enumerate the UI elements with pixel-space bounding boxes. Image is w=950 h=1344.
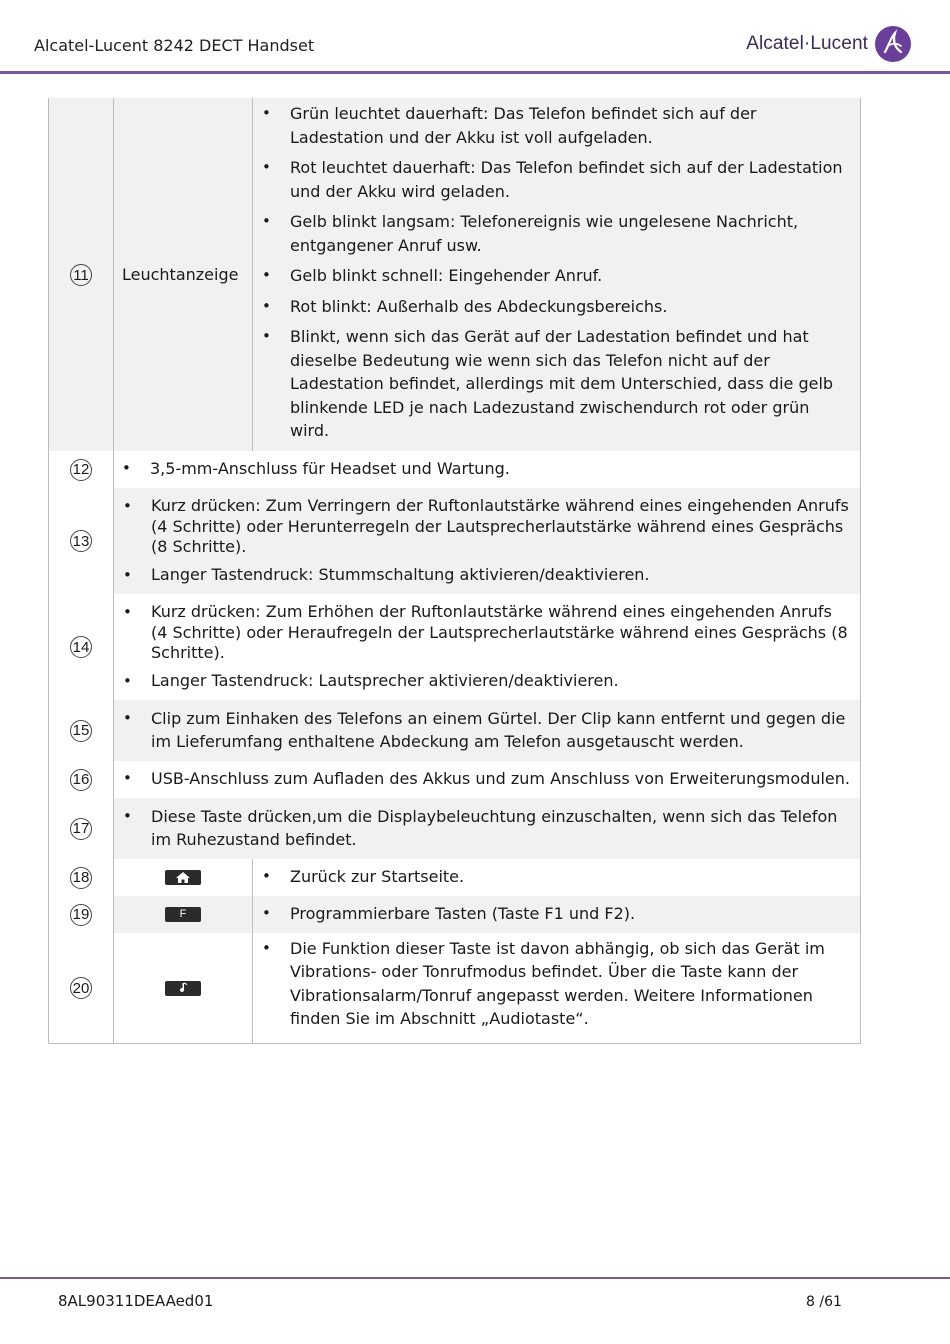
table-row: [49, 488, 861, 594]
table-row: [49, 798, 861, 859]
row-number-cell: [49, 488, 114, 594]
row-number-cell: [49, 98, 114, 451]
bullet-list: [113, 457, 860, 481]
bullet-list: [114, 496, 852, 585]
row-number-cell: [49, 761, 114, 798]
row-number: 11: [70, 264, 92, 286]
row-number: 14: [70, 636, 92, 658]
row-label: Leuchtanzeige: [114, 98, 253, 451]
brand-logo: [746, 25, 912, 63]
list-item: • Zurück zur Startseite.: [253, 865, 860, 889]
bullet-list: [253, 902, 860, 926]
page-number: 8 /61: [806, 1294, 842, 1310]
row-number: 16: [70, 769, 92, 791]
list-item: • Gelb blinkt langsam: Telefonereignis wie ungelesene Nachricht, entgangener Anruf usw.: [253, 210, 852, 257]
table-row: [49, 896, 861, 933]
row-number: 20: [70, 977, 92, 999]
list-item: • Blinkt, wenn sich das Gerät auf der Ladestation befindet und hat dieselbe Bedeutung wie wenn sich das Telefon nicht auf der Ladestation befindet, allerdings mit dem Unterschied, dass die gelb blinkende LED je nach Ladezustand zwischendurch rot oder grün wird.: [253, 325, 852, 443]
footer-divider: [0, 1277, 950, 1279]
table-row: [49, 594, 861, 700]
bullet-list: [114, 767, 860, 791]
row-description: [114, 798, 861, 859]
row-number-cell: [49, 594, 114, 700]
row-description: [253, 896, 861, 933]
row-number-cell: [49, 933, 114, 1044]
list-item: • Rot blinkt: Außerhalb des Abdeckungsbereichs.: [253, 295, 852, 319]
bullet-list: [114, 805, 852, 852]
audio-key-icon: [165, 981, 201, 996]
table-row: [49, 98, 861, 451]
list-item: • Rot leuchtet dauerhaft: Das Telefon befindet sich auf der Ladestation und der Akku wird geladen.: [253, 156, 852, 203]
row-number: 18: [70, 867, 92, 889]
row-number-cell: [49, 859, 114, 896]
list-item: • Clip zum Einhaken des Telefons an einem Gürtel. Der Clip kann entfernt und gegen die im Lieferumfang enthaltene Abdeckung am Telefon ausgetauscht werden.: [114, 707, 852, 754]
row-description: [114, 594, 861, 700]
row-number-cell: [49, 451, 114, 488]
row-key-cell: [114, 859, 253, 896]
row-key-cell: [114, 896, 253, 933]
bullet-list: [253, 102, 852, 443]
list-item: • Langer Tastendruck: Stummschaltung aktivieren/deaktivieren.: [114, 565, 852, 586]
list-item: • Diese Taste drücken,um die Displaybeleuchtung einzuschalten, wenn sich das Telefon im Ruhezustand befindet.: [114, 805, 852, 852]
row-number: 15: [70, 720, 92, 742]
row-number: 13: [70, 530, 92, 552]
row-description: [114, 761, 861, 798]
document-title: Alcatel-Lucent 8242 DECT Handset: [34, 36, 315, 55]
list-item: • USB-Anschluss zum Aufladen des Akkus und zum Anschluss von Erweiterungsmodulen.: [114, 767, 860, 791]
list-item: • Kurz drücken: Zum Verringern der Ruftonlautstärke während eines eingehenden Anrufs (4 Schritte) oder Herunterregeln der Lautsprecherlautstärke während eines Gesprächs (8 Schritte).: [114, 496, 852, 558]
row-number: 12: [70, 459, 92, 481]
row-number-cell: [49, 700, 114, 761]
table-row: [49, 700, 861, 761]
list-item: • Grün leuchtet dauerhaft: Das Telefon befindet sich auf der Ladestation und der Akku ist voll aufgeladen.: [253, 102, 852, 149]
list-item: • Die Funktion dieser Taste ist davon abhängig, ob sich das Gerät im Vibrations- oder Tonrufmodus befindet. Über die Taste kann der Vibrationsalarm/Tonruf angepasst werden. Weitere Informationen finden Sie im Abschnitt „Audiotaste“.: [253, 937, 852, 1031]
feature-table: [48, 98, 861, 1044]
row-description: [114, 451, 861, 488]
table-row: [49, 451, 861, 488]
bullet-list: [253, 865, 860, 889]
list-item: • Langer Tastendruck: Lautsprecher aktivieren/deaktivieren.: [114, 671, 852, 692]
row-number-cell: [49, 798, 114, 859]
table-row: [49, 859, 861, 896]
row-number-cell: [49, 896, 114, 933]
list-item: • 3,5-mm-Anschluss für Headset und Wartung.: [113, 457, 860, 481]
row-number: 17: [70, 818, 92, 840]
row-description: [253, 859, 861, 896]
list-item: • Gelb blinkt schnell: Eingehender Anruf.: [253, 264, 852, 288]
list-item: • Kurz drücken: Zum Erhöhen der Ruftonlautstärke während eines eingehenden Anrufs (4 Schritte) oder Heraufregeln der Lautsprecherlautstärke während eines Gesprächs (8 Schritte).: [114, 602, 852, 664]
bullet-list: [114, 602, 852, 691]
bullet-list: [253, 937, 852, 1031]
brand-name: Alcatel·Lucent: [746, 33, 868, 54]
list-item: • Programmierbare Tasten (Taste F1 und F2).: [253, 902, 860, 926]
row-description: [253, 98, 861, 451]
row-description: [253, 933, 861, 1044]
table-row: [49, 761, 861, 798]
f-key-icon: F: [165, 907, 201, 922]
home-key-icon: [165, 870, 201, 885]
header-divider: [0, 71, 950, 74]
row-key-cell: [114, 933, 253, 1044]
row-description: [114, 488, 861, 594]
row-number: 19: [70, 904, 92, 926]
row-description: [114, 700, 861, 761]
bullet-list: [114, 707, 852, 754]
alcatel-lucent-logo-icon: [874, 25, 912, 63]
table-row: [49, 933, 861, 1044]
document-code: 8AL90311DEAAed01: [58, 1292, 214, 1310]
